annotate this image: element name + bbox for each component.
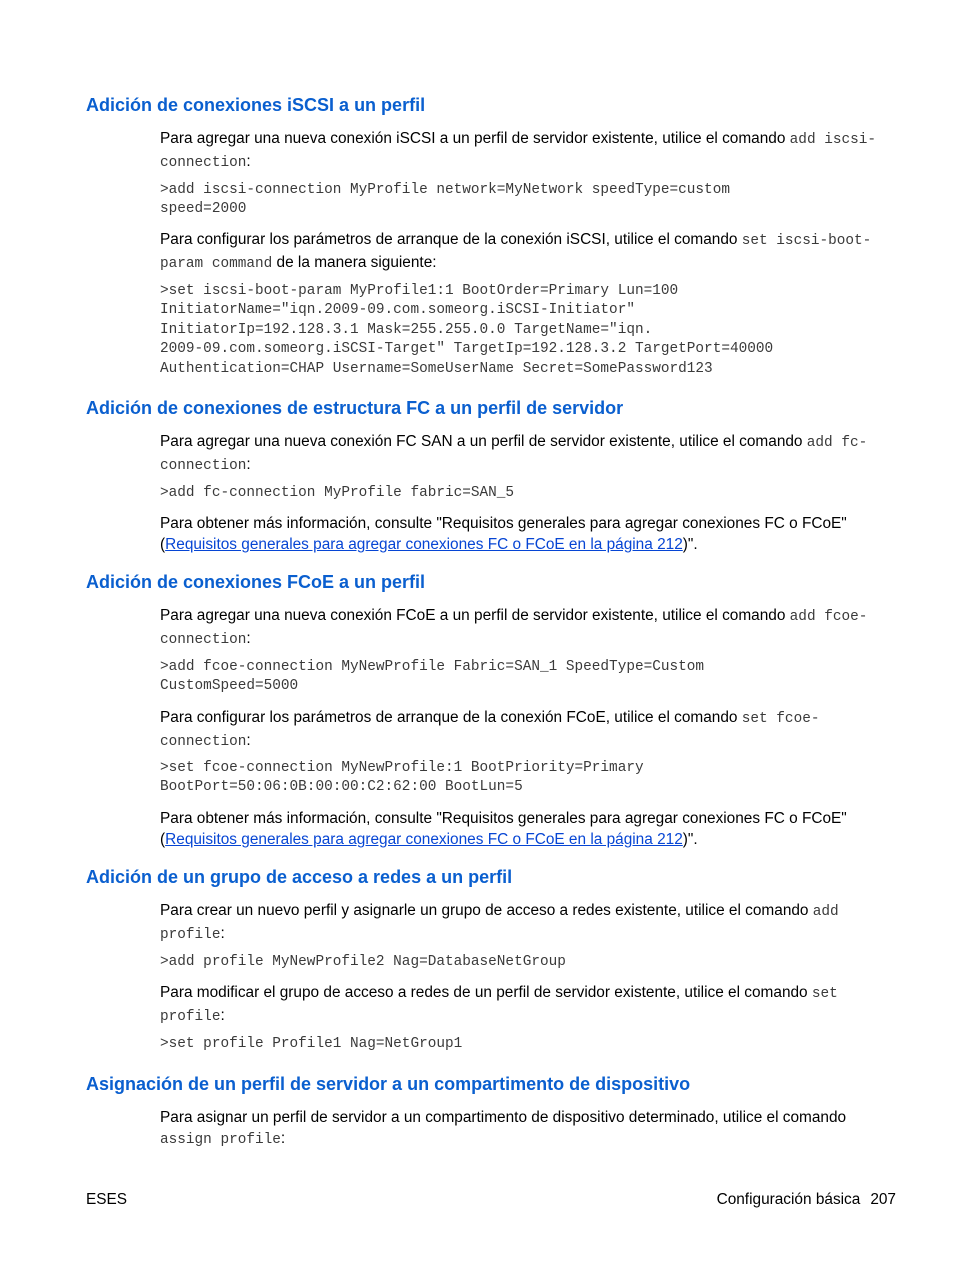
paragraph-fcoe-add: Para agregar una nueva conexión FCoE a un perfil de servidor existente, utilice el comando add fcoe-connection: — [160, 607, 868, 648]
code-block-iscsi-add: >add iscsi-connection MyProfile network=MyNetwork speedType=custom speed=2000 — [160, 182, 730, 218]
heading-assign: Asignación de un perfil de servidor a un compartimento de dispositivo — [86, 1074, 691, 1094]
paragraph-fcoe-info: Para obtener más información, consulte "Requisitos generales para agregar conexiones FC o FCoE" (Requisitos generales para agregar conexiones FC o FCoE en la página 212)". — [160, 810, 847, 848]
inline-code: add profile — [160, 904, 839, 943]
paragraph-fcoe-boot: Para configurar los parámetros de arranque de la conexión FCoE, utilice el comando set fcoe-connection: — [160, 709, 820, 750]
heading-fcoe: Adición de conexiones FCoE a un perfil — [86, 572, 426, 592]
paragraph-fc-add: Para agregar una nueva conexión FC SAN a un perfil de servidor existente, utilice el comando add fc-connection: — [160, 433, 868, 474]
link-requisitos-fcoe[interactable]: Requisitos generales para agregar conexiones FC o FCoE en la página 212 — [165, 831, 683, 848]
code-block-nag-set: >set profile Profile1 Nag=NetGroup1 — [160, 1036, 463, 1052]
footer-page-info — [717, 1191, 896, 1209]
paragraph-fc-info: Para obtener más información, consulte "Requisitos generales para agregar conexiones FC o FCoE" (Requisitos generales para agregar conexiones FC o FCoE en la página 212)". — [160, 515, 847, 553]
inline-code: add fc-connection — [160, 435, 868, 474]
paragraph-iscsi-boot: Para configurar los parámetros de arranque de la conexión iSCSI, utilice el comando set iscsi-boot-param command de la manera siguiente: — [160, 231, 872, 272]
inline-code: assign profile — [160, 1132, 281, 1148]
code-block-fcoe-set: >set fcoe-connection MyNewProfile:1 BootPriority=Primary BootPort=50:06:0B:00:00:C2:62:00 BootLun=5 — [160, 760, 644, 796]
link-requisitos-fc[interactable]: Requisitos generales para agregar conexiones FC o FCoE en la página 212 — [165, 536, 683, 553]
page-number: 207 — [870, 1191, 896, 1208]
inline-code: set iscsi-boot-param command — [160, 233, 872, 272]
inline-code: add iscsi-connection — [160, 132, 877, 171]
footer-locale: ESES — [86, 1191, 128, 1208]
heading-fc: Adición de conexiones de estructura FC a un perfil de servidor — [86, 398, 624, 418]
code-block-fcoe-add: >add fcoe-connection MyNewProfile Fabric=SAN_1 SpeedType=Custom CustomSpeed=5000 — [160, 659, 705, 695]
heading-iscsi: Adición de conexiones iSCSI a un perfil — [86, 95, 426, 115]
paragraph-iscsi-add: Para agregar una nueva conexión iSCSI a un perfil de servidor existente, utilice el comando add iscsi-connection: — [160, 130, 877, 171]
code-block-iscsi-boot: >set iscsi-boot-param MyProfile1:1 BootOrder=Primary Lun=100 InitiatorName="iqn.2009-09.com.someorg.iSCSI-Initiator" InitiatorIp=192.128.3.1 Mask=255.255.0.0 TargetName="iqn. 2009-09.com.someorg.iSCSI-Target" TargetIp=192.128.3.2 TargetPort=40000 Authentication=CHAP Username=SomeUserName Secret=SomePassword123 — [160, 283, 774, 377]
inline-code: set profile — [160, 986, 838, 1025]
inline-code: set fcoe-connection — [160, 711, 820, 750]
code-block-nag-add: >add profile MyNewProfile2 Nag=DatabaseNetGroup — [160, 954, 566, 970]
footer-section-title: Configuración básica — [716, 1191, 861, 1208]
paragraph-assign: Para asignar un perfil de servidor a un compartimento de dispositivo determinado, utilice el comando assign profile: — [160, 1109, 847, 1148]
paragraph-nag-add: Para crear un nuevo perfil y asignarle un grupo de acceso a redes existente, utilice el comando add profile: — [160, 902, 839, 943]
paragraph-nag-set: Para modificar el grupo de acceso a redes de un perfil de servidor existente, utilice el comando set profile: — [160, 984, 838, 1025]
code-block-fc-add: >add fc-connection MyProfile fabric=SAN_5 — [160, 485, 515, 501]
inline-code: add fcoe-connection — [160, 609, 868, 648]
heading-nag: Adición de un grupo de acceso a redes a un perfil — [86, 867, 513, 887]
